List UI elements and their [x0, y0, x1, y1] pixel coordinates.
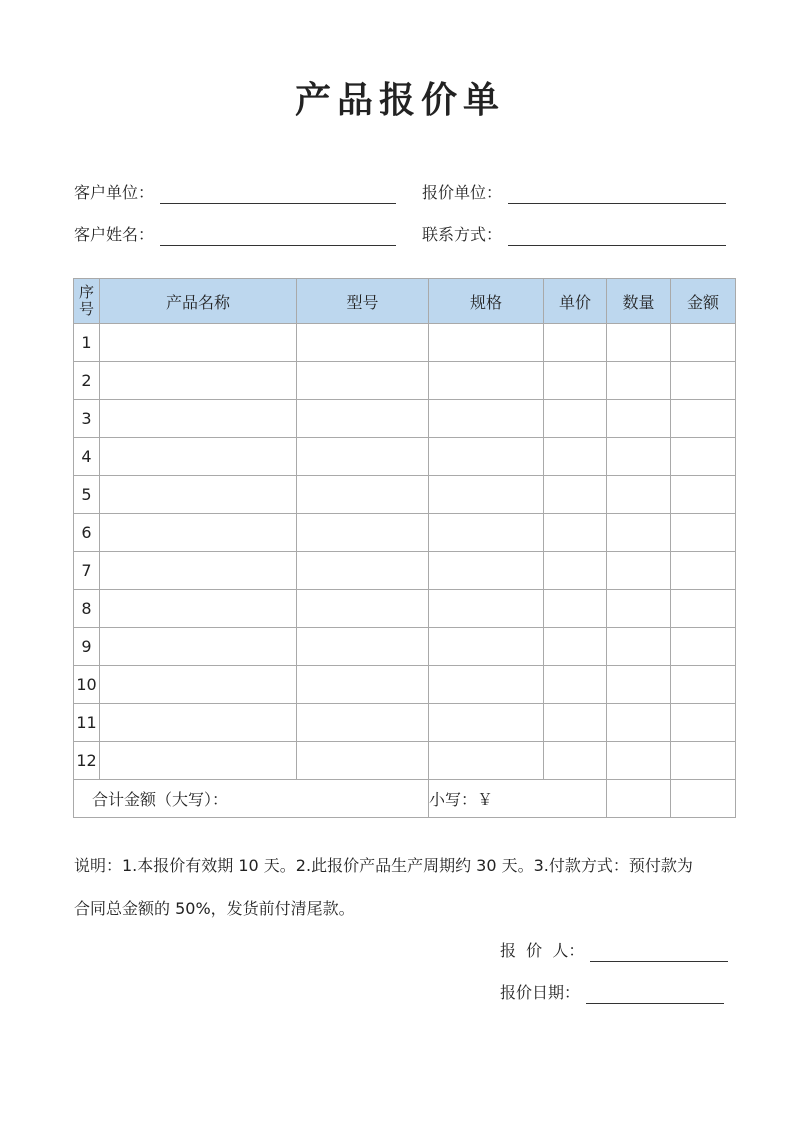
row-number: 6 [74, 514, 100, 552]
model-cell[interactable] [297, 514, 429, 552]
total-amount-figures-label: 小写：￥ [429, 780, 607, 818]
row-number: 12 [74, 742, 100, 780]
quantity-cell[interactable] [607, 628, 671, 666]
model-cell[interactable] [297, 438, 429, 476]
spec-cell[interactable] [429, 476, 544, 514]
customer-company-field[interactable] [74, 182, 396, 204]
spec-cell[interactable] [429, 704, 544, 742]
total-row [74, 780, 736, 818]
contact-field[interactable] [422, 224, 726, 246]
quote-date-label: 报价日期： [500, 983, 581, 1002]
quantity-cell[interactable] [607, 704, 671, 742]
product-name-cell[interactable] [100, 704, 297, 742]
amount-cell[interactable] [671, 476, 736, 514]
unit-price-cell[interactable] [544, 362, 607, 400]
product-name-cell[interactable] [100, 514, 297, 552]
customer-name-label: 客户姓名： [74, 225, 155, 244]
header-seq: 序号 [74, 279, 100, 324]
product-name-cell[interactable] [100, 590, 297, 628]
amount-cell[interactable] [671, 514, 736, 552]
quote-date-field[interactable] [500, 982, 724, 1004]
header-unit-price: 单价 [544, 279, 607, 324]
product-name-cell[interactable] [100, 400, 297, 438]
info-row-2 [74, 224, 726, 248]
row-number: 2 [74, 362, 100, 400]
amount-cell[interactable] [671, 704, 736, 742]
total-amount-cell[interactable] [671, 780, 736, 818]
table-row [74, 590, 736, 628]
unit-price-cell[interactable] [544, 400, 607, 438]
table-row [74, 476, 736, 514]
customer-company-line[interactable] [160, 183, 396, 204]
model-cell[interactable] [297, 590, 429, 628]
unit-price-cell[interactable] [544, 476, 607, 514]
model-cell[interactable] [297, 628, 429, 666]
model-cell[interactable] [297, 324, 429, 362]
quoter-field[interactable] [500, 940, 728, 962]
product-name-cell[interactable] [100, 324, 297, 362]
product-name-cell[interactable] [100, 362, 297, 400]
model-cell[interactable] [297, 476, 429, 514]
spec-cell[interactable] [429, 324, 544, 362]
table-row [74, 628, 736, 666]
customer-name-field[interactable] [74, 224, 396, 246]
spec-cell[interactable] [429, 742, 544, 780]
quoter-line[interactable] [590, 941, 728, 962]
table-row [74, 704, 736, 742]
quantity-cell[interactable] [607, 666, 671, 704]
quote-date-line[interactable] [586, 983, 724, 1004]
info-row-1 [74, 182, 726, 206]
unit-price-cell[interactable] [544, 324, 607, 362]
row-number: 10 [74, 666, 100, 704]
header-quantity: 数量 [607, 279, 671, 324]
quantity-cell[interactable] [607, 514, 671, 552]
amount-cell[interactable] [671, 400, 736, 438]
header-product-name: 产品名称 [100, 279, 297, 324]
table-row [74, 552, 736, 590]
table-row [74, 362, 736, 400]
row-number: 9 [74, 628, 100, 666]
quantity-cell[interactable] [607, 742, 671, 780]
amount-cell[interactable] [671, 628, 736, 666]
contact-label: 联系方式： [422, 225, 503, 244]
table-row [74, 666, 736, 704]
unit-price-cell[interactable] [544, 742, 607, 780]
row-number: 7 [74, 552, 100, 590]
unit-price-cell[interactable] [544, 514, 607, 552]
row-number: 4 [74, 438, 100, 476]
product-name-cell[interactable] [100, 552, 297, 590]
table-row [74, 438, 736, 476]
amount-cell[interactable] [671, 590, 736, 628]
quantity-cell[interactable] [607, 552, 671, 590]
spec-cell[interactable] [429, 590, 544, 628]
customer-company-label: 客户单位： [74, 183, 155, 202]
table-row [74, 742, 736, 780]
spec-cell[interactable] [429, 514, 544, 552]
quantity-cell[interactable] [607, 590, 671, 628]
quote-table [73, 278, 736, 818]
model-cell[interactable] [297, 400, 429, 438]
product-name-cell[interactable] [100, 438, 297, 476]
total-quantity-cell[interactable] [607, 780, 671, 818]
table-header-row [74, 279, 736, 324]
note-line-2: 合同总金额的 50%，发货前付清尾款。 [74, 899, 355, 918]
total-amount-words-label: 合计金额（大写）： [74, 780, 429, 818]
model-cell[interactable] [297, 666, 429, 704]
amount-cell[interactable] [671, 438, 736, 476]
header-spec: 规格 [429, 279, 544, 324]
table-row [74, 324, 736, 362]
spec-cell[interactable] [429, 438, 544, 476]
header-model: 型号 [297, 279, 429, 324]
spec-cell[interactable] [429, 362, 544, 400]
header-amount: 金额 [671, 279, 736, 324]
note-line-1: 说明：1.本报价有效期 10 天。2.此报价产品生产周期约 30 天。3.付款方式：预付款为 [74, 856, 693, 875]
model-cell[interactable] [297, 742, 429, 780]
spec-cell[interactable] [429, 552, 544, 590]
quantity-cell[interactable] [607, 362, 671, 400]
row-number: 5 [74, 476, 100, 514]
product-name-cell[interactable] [100, 476, 297, 514]
amount-cell[interactable] [671, 362, 736, 400]
spec-cell[interactable] [429, 400, 544, 438]
quoter-label: 报 价 人： [500, 941, 585, 960]
customer-name-line[interactable] [160, 225, 396, 246]
model-cell[interactable] [297, 552, 429, 590]
spec-cell[interactable] [429, 666, 544, 704]
quantity-cell[interactable] [607, 476, 671, 514]
unit-price-cell[interactable] [544, 628, 607, 666]
table-row [74, 400, 736, 438]
unit-price-cell[interactable] [544, 666, 607, 704]
row-number: 1 [74, 324, 100, 362]
unit-price-cell[interactable] [544, 438, 607, 476]
spec-cell[interactable] [429, 628, 544, 666]
quantity-cell[interactable] [607, 324, 671, 362]
model-cell[interactable] [297, 704, 429, 742]
row-number: 8 [74, 590, 100, 628]
unit-price-cell[interactable] [544, 552, 607, 590]
contact-line[interactable] [508, 225, 726, 246]
product-name-cell[interactable] [100, 666, 297, 704]
product-name-cell[interactable] [100, 742, 297, 780]
table-row [74, 514, 736, 552]
amount-cell[interactable] [671, 552, 736, 590]
unit-price-cell[interactable] [544, 590, 607, 628]
row-number: 3 [74, 400, 100, 438]
amount-cell[interactable] [671, 324, 736, 362]
row-number: 11 [74, 704, 100, 742]
quote-company-label: 报价单位： [422, 183, 503, 202]
amount-cell[interactable] [671, 742, 736, 780]
amount-cell[interactable] [671, 666, 736, 704]
product-name-cell[interactable] [100, 628, 297, 666]
quote-company-field[interactable] [422, 182, 726, 204]
unit-price-cell[interactable] [544, 704, 607, 742]
quantity-cell[interactable] [607, 400, 671, 438]
quantity-cell[interactable] [607, 438, 671, 476]
quote-company-line[interactable] [508, 183, 726, 204]
model-cell[interactable] [297, 362, 429, 400]
document-title: 产品报价单 [294, 80, 505, 121]
